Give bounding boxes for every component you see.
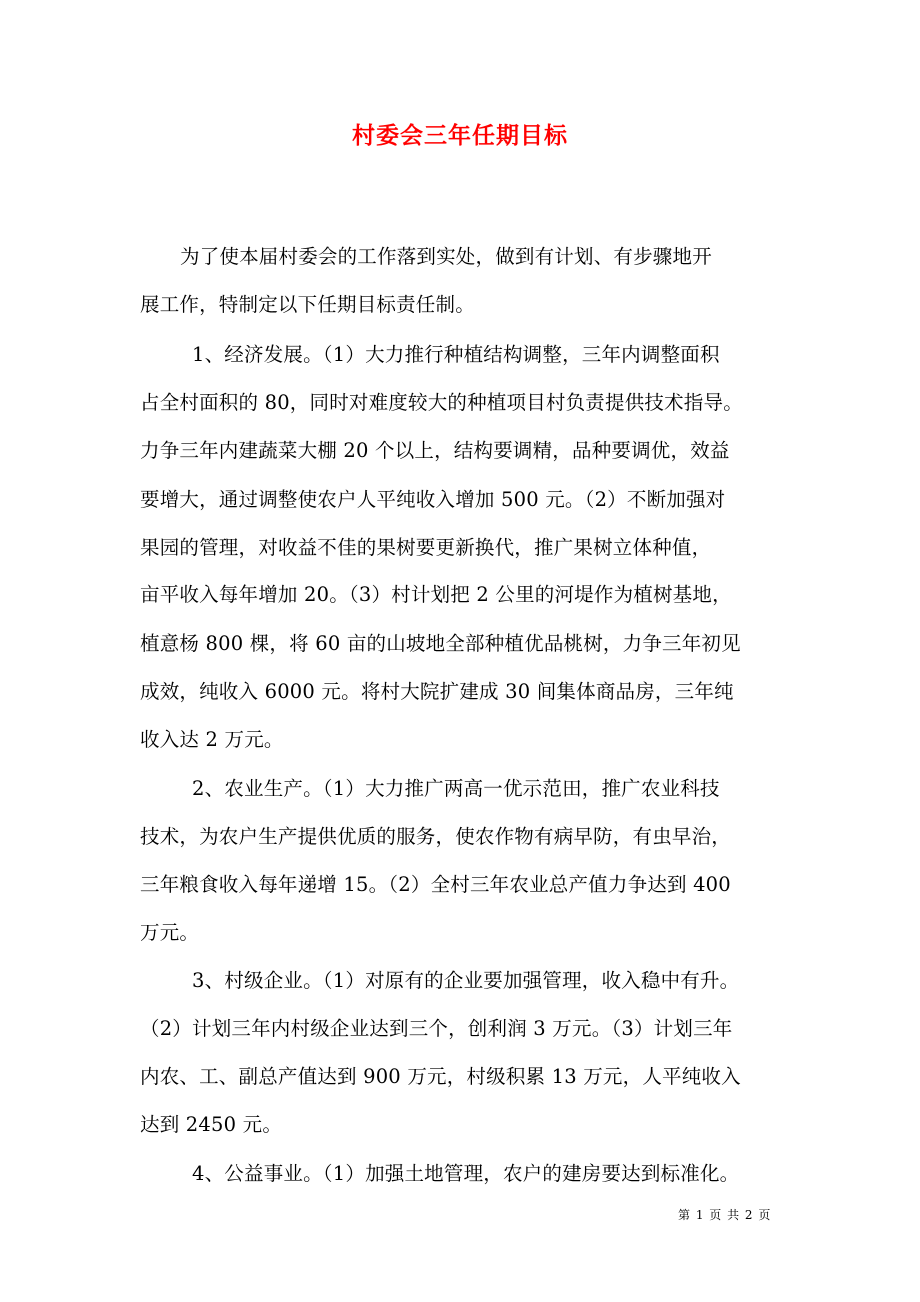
- body-line: 3、村级企业。（1）对原有的企业要加强管理，收入稳中有升。: [192, 969, 740, 992]
- body-line: 技术，为农户生产提供优质的服务，使农作物有病早防，有虫早治，: [140, 825, 732, 848]
- body-line: 要增大，通过调整使农户人平纯收入增加 500 元。（2）不断加强对: [140, 488, 726, 511]
- body-line: 亩平收入每年增加 20。（3）村计划把 2 公里的河堤作为植树基地，: [140, 583, 732, 606]
- body-line: 2、农业生产。（1）大力推广两高一优示范田，推广农业科技: [192, 777, 720, 800]
- body-line: 内农、工、副总产值达到 900 万元，村级积累 13 万元，人平纯收入: [140, 1065, 741, 1088]
- body-line: 果园的管理，对收益不佳的果树要更新换代，推广果树立体种值，: [140, 536, 712, 559]
- body-line: 收入达 2 万元。: [140, 728, 284, 751]
- body-line: 达到 2450 元。: [140, 1113, 283, 1136]
- body-line: 占全村面积的 80，同时对难度较大的种植项目村负责提供技术指导。: [140, 391, 743, 414]
- body-line: （2）计划三年内村级企业达到三个，创利润 3 万元。（3）计划三年: [140, 1017, 733, 1040]
- document-title: 村委会三年任期目标: [352, 122, 568, 149]
- body-line: 展工作，特制定以下任期目标责任制。: [140, 293, 475, 316]
- page-number-footer: 第 1 页 共 2 页: [678, 1208, 772, 1222]
- body-line: 成效，纯收入 6000 元。将村大院扩建成 30 间集体商品房，三年纯: [140, 680, 734, 703]
- body-line: 三年粮食收入每年递增 15。（2）全村三年农业总产值力争达到 400: [140, 873, 731, 896]
- body-line: 力争三年内建蔬菜大棚 20 个以上，结构要调精，品种要调优，效益: [140, 439, 730, 462]
- body-line: 万元。: [140, 921, 200, 944]
- body-line: 为了使本届村委会的工作落到实处，做到有计划、有步骤地开: [180, 245, 712, 268]
- body-line: 4、公益事业。（1）加强土地管理，农户的建房要达到标准化。: [192, 1162, 740, 1185]
- body-line: 1、经济发展。（1）大力推行种植结构调整，三年内调整面积: [192, 343, 720, 366]
- body-line: 植意杨 800 棵，将 60 亩的山坡地全部种植优品桃树，力争三年初见: [140, 632, 741, 655]
